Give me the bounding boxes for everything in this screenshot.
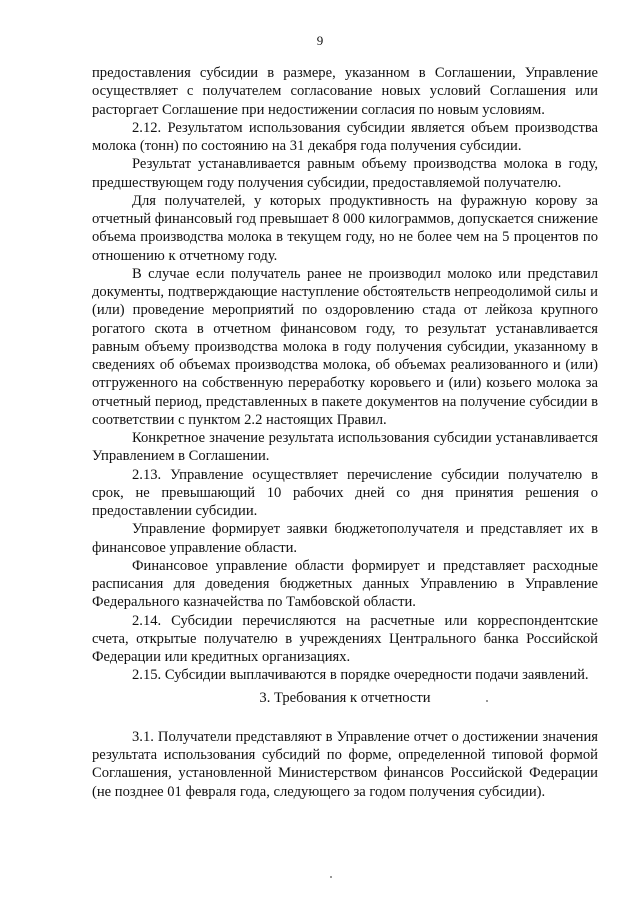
section-heading: 3. Требования к отчетности [259, 689, 431, 706]
scan-speck [486, 700, 488, 702]
document-body [92, 64, 598, 801]
scan-speck [330, 876, 332, 878]
paragraph-continuation: предоставления субсидии в размере, указанном в Соглашении, Управление осуществляет с получателем согласование новых условий Соглашения или расторгает Соглашение при недостижении согласия по новым условиям. [92, 65, 598, 118]
paragraph-2-14: 2.14. Субсидии перечисляются на расчетные или корреспондентские счета, открытые получателю в учреждениях Центрального банка Российской Федерации или кредитных организациях. [92, 612, 598, 665]
paragraph-2-12: 2.12. Результатом использования субсидии является объем производства молока (тонн) по состоянию на 31 декабря года получения субсидии. [92, 119, 598, 154]
paragraph-productivity: Для получателей, у которых продуктивность на фуражную корову за отчетный финансовый год превышает 8 000 килограммов, допускается снижение объема производства молока в текущем году, но не более чем на 5 процентов по отношению к отчетному году. [92, 192, 598, 264]
paragraph-result-equal: Результат устанавливается равным объему производства молока в году, предшествующем году получения субсидии, предоставляемой получателю. [92, 156, 598, 191]
page-number: 9 [316, 33, 324, 48]
paragraph-budget-requests: Управление формирует заявки бюджетополучателя и представляет их в финансовое управление области. [92, 521, 598, 556]
paragraph-financial-schedules: Финансовое управление области формирует и представляет расходные расписания для доведения бюджетных данных Управлению в Управление Федерального казначейства по Тамбовской области. [92, 557, 598, 611]
paragraph-force-majeure: В случае если получатель ранее не производил молоко или представил документы, подтверждающие наступление обстоятельств непреодолимой силы и (или) проведение мероприятий по оздоровлению стада от лейкоза крупного рогатого скота в отчетном финансовом году, то результат устанавливается равным объему производства молока в году получения субсидии, указанному в сведениях об объемах производства молока, об объемах реализованного и (или) отгруженного на собственную переработку коровьего и (или) козьего молока за отчетный период, представленных в пакете документов на получение субсидии в соответствии с пунктом 2.2 настоящих Правил. [92, 265, 598, 428]
paragraph-2-13: 2.13. Управление осуществляет перечисление субсидии получателю в срок, не превышающий 10 рабочих дней со дня принятия решения о предоставлении субсидии. [92, 466, 598, 519]
paragraph-3-1: 3.1. Получатели представляют в Управление отчет о достижении значения результата использования субсидий по форме, определенной типовой формой Соглашения, установленной Министерством финансов Российской Федерации (не позднее 01 февраля года, следующего за годом получения субсидии). [92, 728, 598, 800]
paragraph-specific-value: Конкретное значение результата использования субсидии устанавливается Управлением в Соглашении. [92, 430, 598, 465]
paragraph-2-15: 2.15. Субсидии выплачиваются в порядке очередности подачи заявлений. [132, 667, 589, 684]
